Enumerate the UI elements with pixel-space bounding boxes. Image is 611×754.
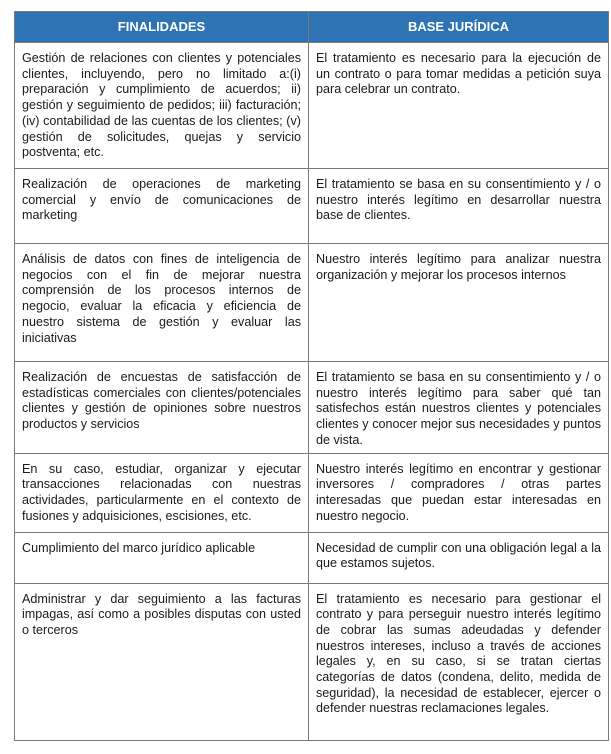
legal-basis-cell: El tratamiento es necesario para la ejecución de un contrato o para tomar medidas a petición suya para celebrar un contrato.: [309, 43, 609, 169]
legal-basis-cell: Necesidad de cumplir con una obligación legal a la que estamos sujetos.: [309, 532, 609, 583]
purpose-cell: Gestión de relaciones con clientes y potenciales clientes, incluyendo, pero no limitado a:(i) preparación y cumplimiento de acuerdos; ii) gestión y seguimiento de pedidos; iii) facturación; (iv) contabilidad de las cuentas de los clientes; (v) gestión de solicitudes, quejas y servicio postventa; etc.: [15, 43, 309, 169]
table-row: [15, 583, 609, 740]
purpose-cell: En su caso, estudiar, organizar y ejecutar transacciones relacionadas con nuestras actividades, particularmente en el contexto de fusiones y adquisiciones, escisiones, etc.: [15, 453, 309, 532]
header-base-juridica: BASE JURÍDICA: [309, 12, 609, 43]
legal-basis-cell: El tratamiento se basa en su consentimiento y / o nuestro interés legítimo en desarrollar nuestra base de clientes.: [309, 169, 609, 244]
table-row: [15, 43, 609, 169]
legal-basis-cell: El tratamiento se basa en su consentimiento y / o nuestro interés legítimo para saber qué tan satisfechos están nuestros clientes y potenciales clientes y conocer mejor sus necesidades y puntos de vista.: [309, 362, 609, 454]
purpose-cell: Realización de operaciones de marketing comercial y envío de comunicaciones de marketing: [15, 169, 309, 244]
legal-basis-cell: Nuestro interés legítimo para analizar nuestra organización y mejorar los procesos internos: [309, 244, 609, 362]
purpose-cell: Administrar y dar seguimiento a las facturas impagas, así como a posibles disputas con usted o terceros: [15, 583, 309, 740]
purposes-table: [14, 11, 609, 741]
table-row: [15, 532, 609, 583]
legal-basis-document: [14, 11, 608, 741]
table-row: [15, 453, 609, 532]
table-header-row: [15, 12, 609, 43]
purpose-cell: Cumplimiento del marco jurídico aplicable: [15, 532, 309, 583]
purpose-cell: Análisis de datos con fines de inteligencia de negocios con el fin de mejorar nuestra comprensión de los procesos internos de negocio, evaluar la eficacia y eficiencia de nuestro sistema de gestión y evaluar las iniciativas: [15, 244, 309, 362]
legal-basis-cell: El tratamiento es necesario para gestionar el contrato y para perseguir nuestro interés legítimo de cobrar las sumas adeudadas y defender nuestros intereses, incluso a través de acciones legales y, en su caso, si se tratan ciertas categorías de datos (condena, delito, medida de seguridad), la necesidad de establecer, ejercer o defender nuestras reclamaciones legales.: [309, 583, 609, 740]
purpose-cell: Realización de encuestas de satisfacción de estadísticas comerciales con clientes/potenciales clientes y gestión de opiniones sobre nuestros productos y servicios: [15, 362, 309, 454]
table-row: [15, 362, 609, 454]
table-row: [15, 244, 609, 362]
table-row: [15, 169, 609, 244]
header-finalidades: FINALIDADES: [15, 12, 309, 43]
legal-basis-cell: Nuestro interés legítimo en encontrar y gestionar inversores / compradores / otras partes interesadas que puedan estar interesadas en nuestro negocio.: [309, 453, 609, 532]
